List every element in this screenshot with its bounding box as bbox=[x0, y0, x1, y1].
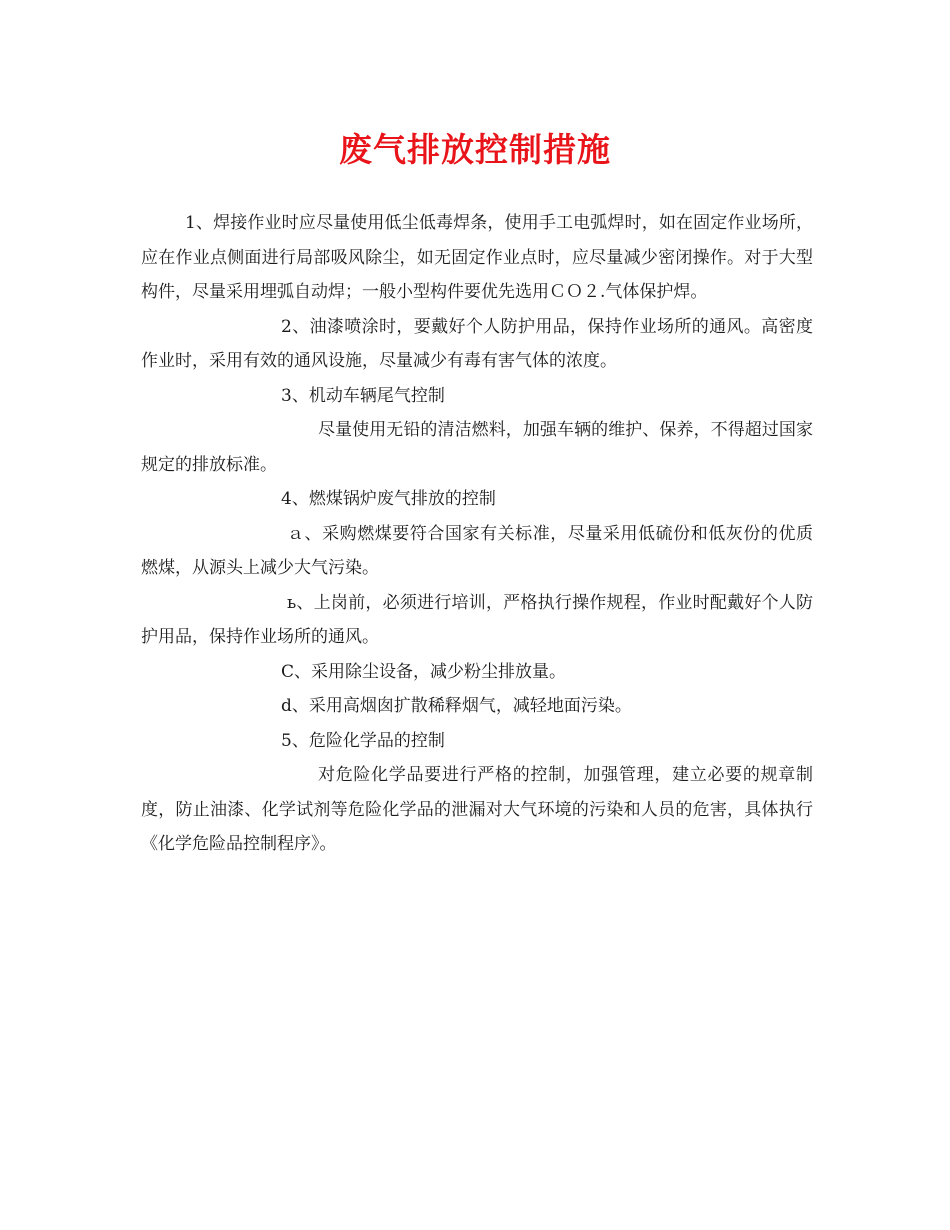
heading-chemicals: 5、危险化学品的控制 bbox=[281, 730, 445, 751]
paragraph-welding: 1、焊接作业时应尽量使用低尘低毒焊条，使用手工电弧焊时，如在固定作业场所，应在作业点侧面进行局部吸风除尘，如无固定作业点时，应尽量减少密闭操作。对于大型构件，尽量采用埋弧自动焊；一般小型构件要优先选用ＣＯ２.气体保护焊。 bbox=[141, 213, 813, 302]
paragraph-boiler-d: d、采用高烟囱扩散稀释烟气，减轻地面污染。 bbox=[281, 696, 632, 716]
heading-vehicle-exhaust: 3、机动车辆尾气控制 bbox=[281, 385, 445, 406]
document-title: 废气排放控制措施 bbox=[339, 130, 611, 169]
paragraph-boiler-c: C、采用除尘设备，减少粉尘排放量。 bbox=[281, 661, 567, 682]
paragraph-chemicals: 对危险化学品要进行严格的控制，加强管理，建立必要的规章制度，防止油漆、化学试剂等危险化学品的泄漏对大气环境的污染和人员的危害，具体执行《化学危险品控制程序》。 bbox=[141, 765, 813, 854]
paragraph-vehicle-exhaust: 尽量使用无铅的清洁燃料，加强车辆的维护、保养，不得超过国家规定的排放标准。 bbox=[141, 420, 813, 475]
paragraph-painting: 2、油漆喷涂时，要戴好个人防护用品，保持作业场所的通风。高密度作业时，采用有效的通风设施，尽量减少有毒有害气体的浓度。 bbox=[141, 316, 813, 371]
paragraph-boiler-a: ａ、采购燃煤要符合国家有关标准，尽量采用低硫份和低灰份的优质燃煤，从源头上减少大气污染。 bbox=[141, 523, 813, 578]
document-body bbox=[141, 206, 813, 862]
paragraph-boiler-b: ь、上岗前，必须进行培训，严格执行操作规程，作业时配戴好个人防护用品，保持作业场所的通风。 bbox=[141, 592, 813, 647]
heading-boiler: 4、燃煤锅炉废气排放的控制 bbox=[281, 489, 496, 509]
